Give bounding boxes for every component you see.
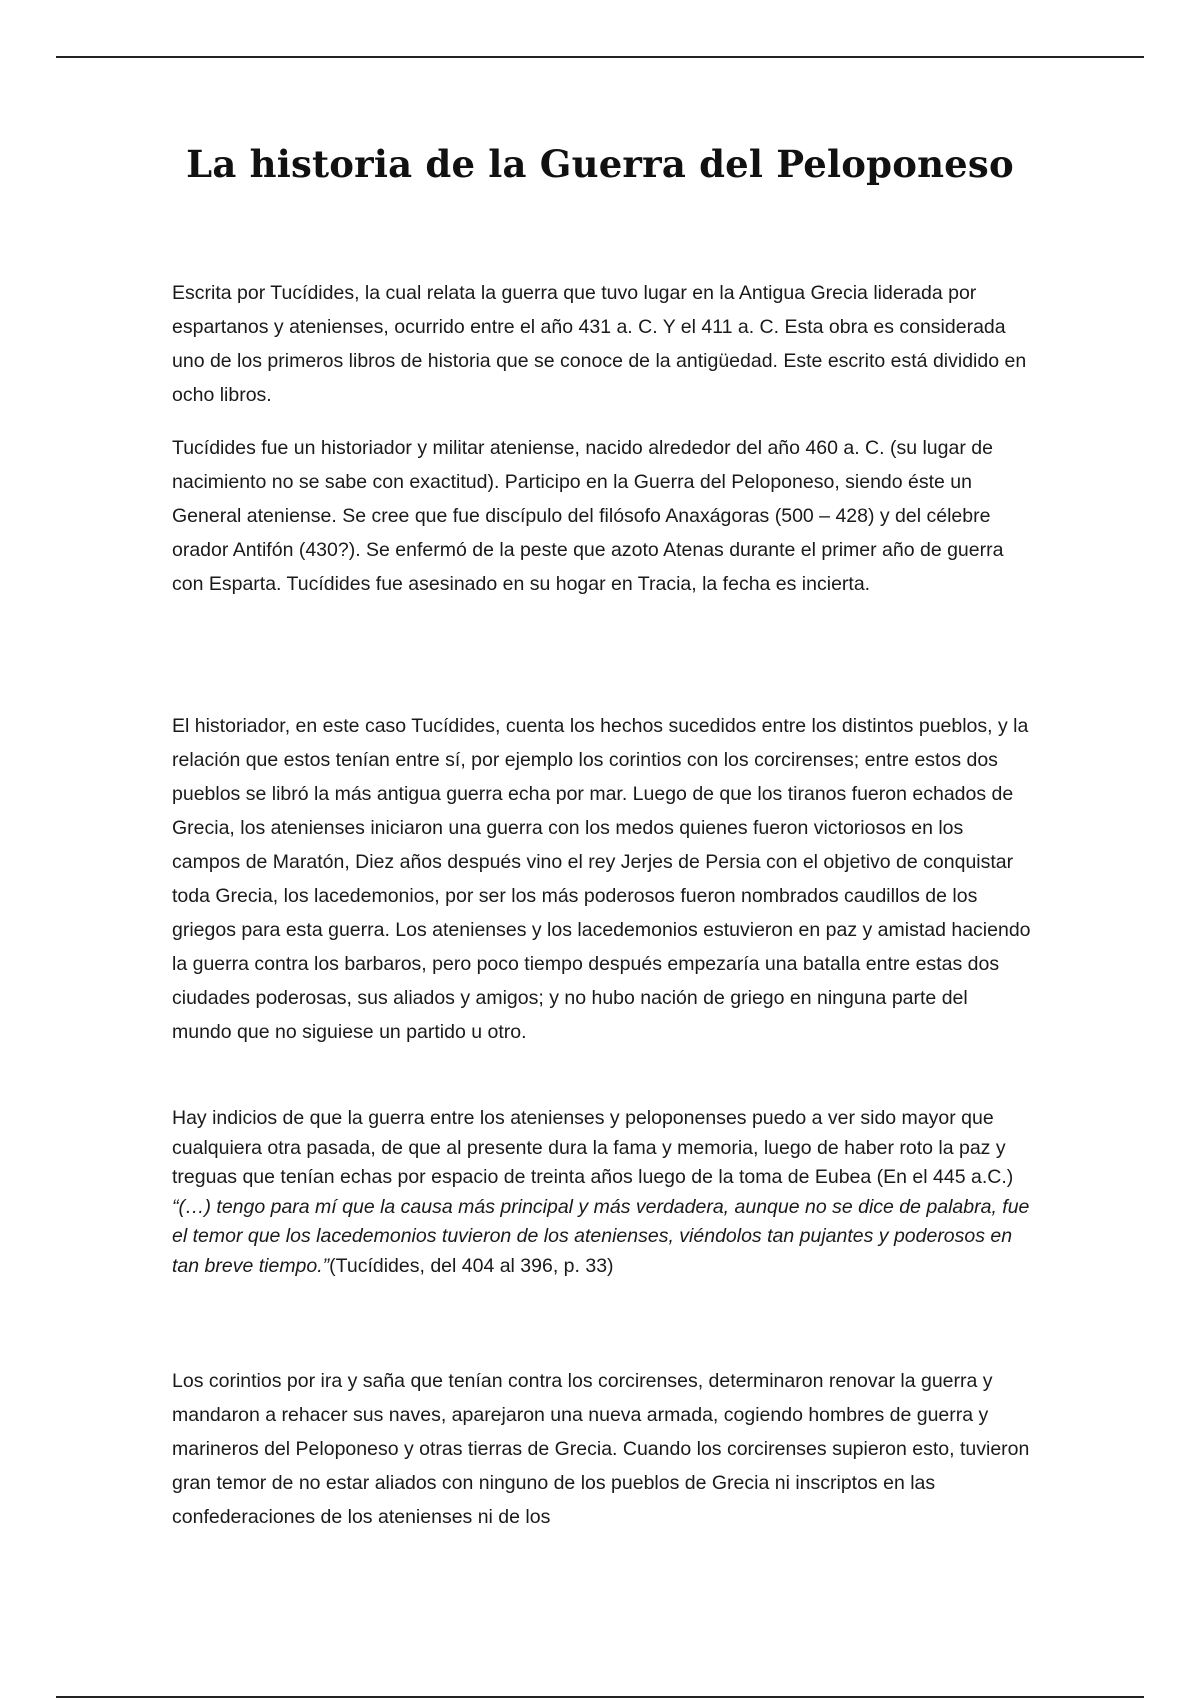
paragraph-author-bio: Tucídides fue un historiador y militar ateniense, nacido alrededor del año 460 a. C. (su lugar de nacimiento no se sabe con exactitud). Participo en la Guerra del Peloponeso, siendo éste un General ateniense. Se cree que fue discípulo del filósofo Anaxágoras (500 – 428) y del célebre orador Antifón (430?). Se enfermó de la peste que azoto Atenas durante el primer año de guerra con Esparta. Tucídides fue asesinado en su hogar en Tracia, la fecha es incierta. xyxy=(172,437,1004,595)
paragraph-historical-context: El historiador, en este caso Tucídides, cuenta los hechos sucedidos entre los distintos pueblos, y la relación que estos tenían entre sí, por ejemplo los corintios con los corcirenses; entre estos dos pueblos se libró la más antigua guerra echa por mar. Luego de que los tiranos fueron echados de Grecia, los atenienses iniciaron una guerra con los medos quienes fueron victoriosos en los campos de Maratón, Diez años después vino el rey Jerjes de Persia con el objetivo de conquistar toda Grecia, los lacedemonios, por ser los más poderosos fueron nombrados caudillos de los griegos para esta guerra. Los atenienses y los lacedemonios estuvieron en paz y amistad haciendo la guerra contra los barbaros, pero poco tiempo después empezaría una batalla entre estas dos ciudades poderosas, sus aliados y amigos; y no hubo nación de griego en ninguna parte del mundo que no siguiese un partido u otro. xyxy=(172,715,1031,1043)
page-title: La historia de la Guerra del Peloponeso xyxy=(186,142,1014,186)
top-rule xyxy=(56,56,1144,58)
paragraph-war-causes xyxy=(172,1104,1032,1281)
thucydides-quote: “(…) tengo para mí que la causa más principal y más verdadera, aunque no se dice de palabra, fue el temor que los lacedemonios tuvieron de los atenienses, viéndolos tan pujantes y poderosos en tan breve tiempo.” xyxy=(172,1195,1030,1277)
paragraph-corinthians: Los corintios por ira y saña que tenían contra los corcirenses, determinaron renovar la guerra y mandaron a rehacer sus naves, aparejaron una nueva armada, cogiendo hombres de guerra y marineros del Peloponeso y otras tierras de Grecia. Cuando los corcirenses supieron esto, tuvieron gran temor de no estar aliados con ninguno de los pueblos de Grecia ni inscriptos en las confederaciones de los atenienses ni de los xyxy=(172,1370,1030,1528)
bottom-rule xyxy=(56,1696,1144,1698)
paragraph-intro: Escrita por Tucídides, la cual relata la guerra que tuvo lugar en la Antigua Grecia liderada por espartanos y atenienses, ocurrido entre el año 431 a. C. Y el 411 a. C. Esta obra es considerada uno de los primeros libros de historia que se conoce de la antigüedad. Este escrito está dividido en ocho libros. xyxy=(172,282,1027,406)
paragraph-war-causes-intro: Hay indicios de que la guerra entre los atenienses y peloponenses puedo a ver sido mayor que cualquiera otra pasada, de que al presente dura la fama y memoria, luego de haber roto la paz y treguas que tenían echas por espacio de treinta años luego de la toma de Eubea (En el 445 a.C.) xyxy=(172,1107,1014,1188)
quote-citation: (Tucídides, del 404 al 396, p. 33) xyxy=(329,1254,614,1277)
